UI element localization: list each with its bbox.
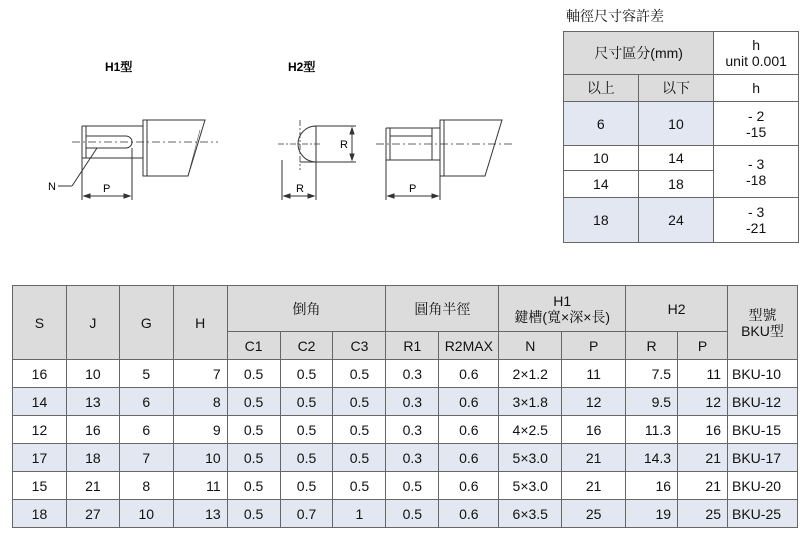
cell-p: 11 [562,360,626,388]
cell-c2: 0.5 [280,360,333,388]
cell-c2: 0.5 [280,388,333,416]
cell-n: 5×3.0 [499,444,562,472]
cell-n: 5×3.0 [499,472,562,500]
tol-value: - 3 -18 [714,146,799,198]
cell-c2: 0.5 [280,444,333,472]
cell-c1: 0.5 [227,444,280,472]
n-label: N [48,181,56,193]
cell-h: 9 [173,416,227,444]
r-vertical-label: R [340,139,348,151]
cell-p: 25 [562,500,626,528]
table-row [13,360,798,388]
cell-p: 12 [562,388,626,416]
cell-p2: 11 [678,360,728,388]
h2-cross-section [278,120,356,200]
above-header: 以上 [564,75,639,102]
cell-h: 7 [173,360,227,388]
cell-p2: 12 [678,388,728,416]
cell-r: 14.3 [626,444,678,472]
header-c2: C2 [280,332,333,360]
cell-j: 21 [66,472,119,500]
table-row [13,472,798,500]
cell-r2max: 0.6 [439,388,499,416]
cell-r: 16 [626,472,678,500]
cell-c3: 1 [333,500,386,528]
cell-r1: 0.5 [386,500,439,528]
header-c3: C3 [333,332,386,360]
cell-j: 13 [66,388,119,416]
cell-h: 11 [173,472,227,500]
tolerance-title: 軸徑尺寸容許差 [566,8,664,24]
cell-r1: 0.3 [386,444,439,472]
h1-label: H1型 [105,60,133,74]
shaft-diagrams [0,0,560,240]
cell-c3: 0.5 [333,416,386,444]
cell-r1: 0.3 [386,416,439,444]
cell-g: 8 [119,472,173,500]
cell-p2: 21 [678,472,728,500]
cell-p2: 21 [678,444,728,472]
dimension-table [12,285,798,528]
header-h: H [173,286,227,360]
cell-model: BKU-12 [728,388,798,416]
cell-r2max: 0.6 [439,472,499,500]
table-row: 18 24 - 3 -21 [564,198,799,243]
tol-value: - 3 -21 [714,198,799,243]
cell-s: 16 [13,360,67,388]
r-label: R [296,183,304,195]
size-header: 尺寸區分(mm) [564,32,714,75]
cell-r2max: 0.6 [439,360,499,388]
cell-c3: 0.5 [333,388,386,416]
p2-label: P [409,183,417,195]
cell-c1: 0.5 [227,416,280,444]
cell-c1: 0.5 [227,360,280,388]
header-r2max: R2MAX [439,332,499,360]
cell-r: 7.5 [626,360,678,388]
cell-g: 5 [119,360,173,388]
header-h2: H2 [626,286,728,332]
cell-model: BKU-17 [728,444,798,472]
cell-r2max: 0.6 [439,444,499,472]
cell-model: BKU-25 [728,500,798,528]
cell-g: 6 [119,388,173,416]
cell-p: 21 [562,472,626,500]
p-label: P [103,183,111,195]
cell-s: 15 [13,472,67,500]
below-header: 以下 [638,75,714,102]
table-row: 14 18 [564,171,799,198]
cell-c2: 0.5 [280,416,333,444]
cell-r1: 0.5 [386,472,439,500]
cell-model: BKU-15 [728,416,798,444]
table-row [13,388,798,416]
cell-c3: 0.5 [333,360,386,388]
table-row: 6 10 - 2 -15 [564,102,799,146]
cell-n: 6×3.5 [499,500,562,528]
header-c1: C1 [227,332,280,360]
cell-j: 10 [66,360,119,388]
cell-s: 17 [13,444,67,472]
cell-g: 6 [119,416,173,444]
header-r1: R1 [386,332,439,360]
h-sub-header: h [714,75,799,102]
header-r: R [626,332,678,360]
cell-h: 8 [173,388,227,416]
cell-r1: 0.3 [386,388,439,416]
cell-n: 3×1.8 [499,388,562,416]
cell-n: 4×2.5 [499,416,562,444]
cell-p2: 25 [678,500,728,528]
header-chamfer: 倒角 [227,286,386,332]
cell-j: 16 [66,416,119,444]
header-model: 型號 BKU型 [728,286,798,360]
header-h1: H1 鍵槽(寬×深×長) [499,286,626,332]
cell-r2max: 0.6 [439,416,499,444]
header-j: J [66,286,119,360]
cell-p: 21 [562,444,626,472]
cell-c1: 0.5 [227,472,280,500]
cell-g: 10 [119,500,173,528]
cell-h: 10 [173,444,227,472]
header-radius: 圓角半徑 [386,286,499,332]
tolerance-table [563,31,799,243]
h-unit-header: h unit 0.001 [714,32,799,75]
cell-c2: 0.7 [280,500,333,528]
table-row [13,500,798,528]
cell-g: 7 [119,444,173,472]
header-n: N [499,332,562,360]
cell-r: 9.5 [626,388,678,416]
cell-n: 2×1.2 [499,360,562,388]
cell-s: 14 [13,388,67,416]
cell-p2: 16 [678,416,728,444]
cell-c3: 0.5 [333,472,386,500]
header-s: S [13,286,67,360]
cell-r: 19 [626,500,678,528]
tol-value: - 2 -15 [714,102,799,146]
cell-model: BKU-20 [728,472,798,500]
table-row [13,416,798,444]
cell-r2max: 0.6 [439,500,499,528]
cell-c2: 0.5 [280,472,333,500]
h2-label: H2型 [288,60,316,74]
header-p: P [562,332,626,360]
cell-j: 27 [66,500,119,528]
cell-s: 12 [13,416,67,444]
cell-j: 18 [66,444,119,472]
cell-r1: 0.3 [386,360,439,388]
cell-r: 11.3 [626,416,678,444]
cell-s: 18 [13,500,67,528]
h1-shaft-drawing [58,120,218,200]
table-row: 10 14 - 3 -18 [564,146,799,171]
cell-model: BKU-10 [728,360,798,388]
cell-c1: 0.5 [227,500,280,528]
cell-c3: 0.5 [333,444,386,472]
h2-shaft-drawing [376,120,514,200]
header-p2: P [678,332,728,360]
table-row [13,444,798,472]
cell-c1: 0.5 [227,388,280,416]
cell-p: 16 [562,416,626,444]
header-g: G [119,286,173,360]
cell-h: 13 [173,500,227,528]
